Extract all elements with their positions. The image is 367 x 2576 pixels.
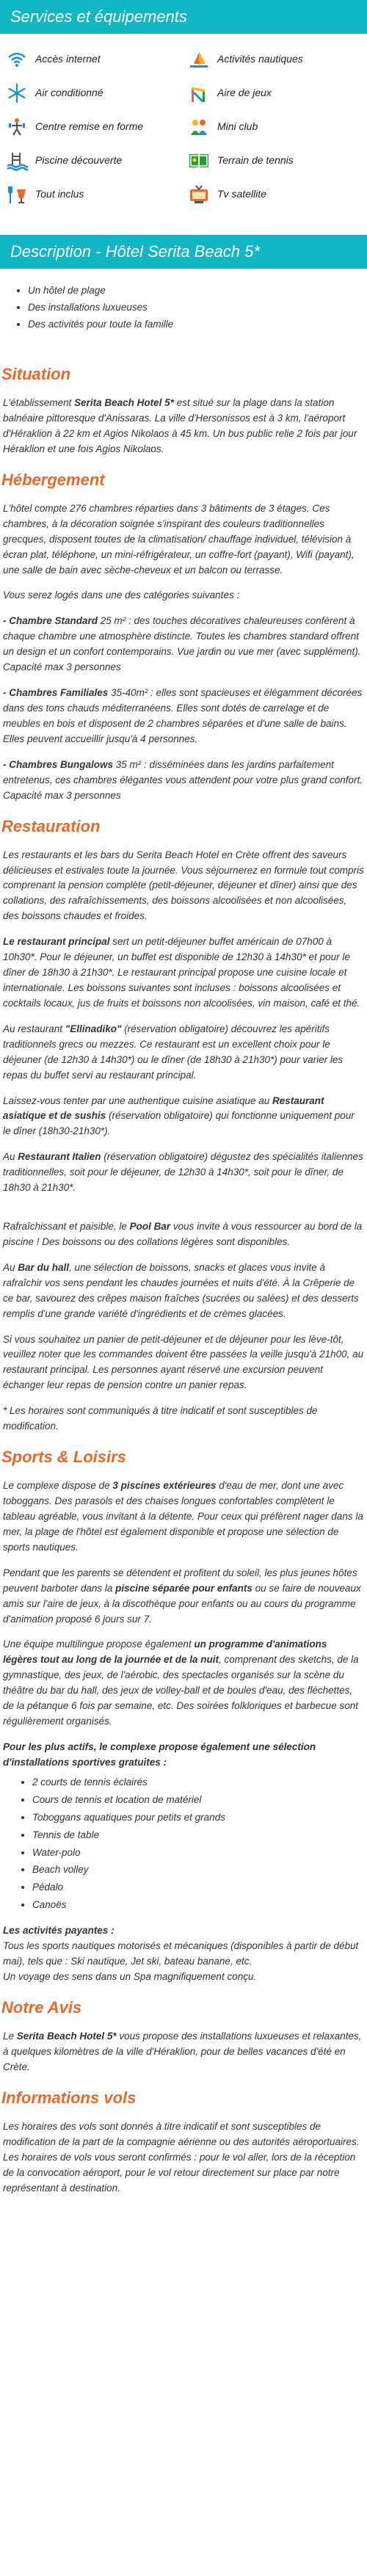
snowflake-icon — [6, 82, 28, 104]
restaurant-italien — [3, 1150, 364, 1196]
text-fragment: Au — [3, 1261, 18, 1273]
list-item: • Tennis de table — [32, 1828, 364, 1843]
text-fragment: vous propose des installations luxueuses et relaxantes, à quelques kilomètres de la ville d'Héraklion, pour de belles vacances d'été en Crète. — [3, 2031, 362, 2072]
avis-heading: Notre Avis — [1, 1998, 82, 2017]
text-fragment: Rafraîchissant et paisible, le — [3, 1221, 130, 1233]
text-fragment: Le complexe dispose de — [3, 1480, 113, 1492]
description-title: Description - Hôtel Serita Beach 5* — [10, 242, 260, 261]
equip-item-fitness — [6, 116, 179, 138]
text-fragment: ou se faire de nouveaux amis sur l'aire de jeux, à la discothèque pour enfants ou au cours du programme d'animation proposé 6 jours sur 7. — [3, 1582, 361, 1625]
text-fragment: Au restaurant — [3, 1023, 65, 1034]
equip-label: Tv satellite — [217, 188, 266, 200]
list-item: • Des installations luxueuses — [28, 300, 367, 316]
text-fragment: 35-40m² : elles sont spacieuses et élégamment décorées dans des tons chauds méditerranéens. Elles sont dotés de carrelage et de meubles en bois et disposent de 2 chambres séparées et d'une salle de bains. Elles peuvent accueillir jusqu'à 4 personnes. — [3, 687, 363, 744]
text-fragment: , une sélection de boissons, snacks et glaces vous invite à rafraîchir vos sens pendant les chaudes journées et nuits d'été. À la Crêperie de ce bar, savourez des crêpes maison fraîches (sucrées ou salées) et des desserts remplis d'une grande variété d'ingrédients et de crèmes glacées. — [3, 1261, 359, 1319]
situation-heading: Situation — [1, 364, 71, 383]
venue-name: Pool Bar — [129, 1221, 171, 1233]
list-item: • Un hôtel de plage — [28, 283, 367, 299]
sports-payantes — [3, 1923, 364, 1985]
equip-label: Accès internet — [35, 53, 101, 65]
equip-item-clim — [6, 82, 179, 104]
room-type: - Chambre Standard — [3, 615, 98, 627]
hebergement-text — [0, 501, 367, 804]
playground-icon — [188, 82, 210, 104]
sports-text — [0, 1479, 367, 1985]
list-item: • Des activités pour toute la famille — [28, 317, 367, 333]
text-fragment: Un voyage des sens dans un Spa magnifiquement conçu. — [3, 1971, 257, 1982]
sports-gratuites-list — [3, 1775, 364, 1913]
highlight: 3 piscines extérieures — [112, 1480, 217, 1492]
list-item: • Pédalo — [32, 1880, 364, 1895]
all-inclusive-icon — [6, 184, 28, 206]
equipements-grid — [0, 44, 367, 235]
text-fragment: 25 m² : des touches décoratives chaleureuses confèrent à chaque chambre une atmosphère distincte. Toutes les chambres standard offrent un design et un confort contemporains. Vue jardin ou vue mer (avec supplément). Capacité max 3 personnes — [3, 615, 361, 673]
equip-label: Mini club — [217, 120, 258, 133]
situation-paragraph — [3, 396, 364, 457]
equip-label: Activités nautiques — [217, 53, 303, 65]
restaurant-asiatique — [3, 1094, 364, 1140]
fitness-icon — [6, 116, 28, 138]
venue-name: Restaurant asiatique et de sushis — [3, 1095, 324, 1122]
bar-du-hall — [3, 1260, 364, 1322]
equip-item-piscine — [6, 150, 179, 172]
description-list — [0, 279, 367, 352]
highlight: piscine séparée pour enfants — [115, 1582, 252, 1594]
text-fragment: Les horaires de vols vous seront confirmés : pour le vol aller, lors de la réception de la convocation aéroport, pour le vol retour directement sur place par notre représentant à destination. — [3, 2151, 356, 2194]
equip-item-tennis — [188, 150, 361, 172]
equipements-title: Services et équipements — [10, 7, 187, 26]
restaurant-principal — [3, 935, 364, 1012]
list-item: • Beach volley — [32, 1862, 364, 1878]
restauration-text — [0, 848, 367, 1435]
hotel-name: Serita Beach Hotel 5* — [74, 397, 174, 409]
text-fragment: Laissez-vous tenter par une authentique cuisine asiatique au — [3, 1095, 272, 1106]
windsurf-icon — [188, 48, 210, 70]
avis-text — [0, 2029, 367, 2075]
restauration-heading: Restauration — [1, 816, 101, 835]
hebergement-paragraph: L'hôtel compte 276 chambres réparties dans 3 bâtiments de 3 étages. Ces chambres, à la décoration soignée s'inspirant des couleurs traditionnelles grecques, disposent toutes de la climatisation/ chauffage individuel, télévision à écran plat, téléphone, un mini-réfrigérateur, un coffre-fort (payant), Wifi (payant), une salle de bain avec sèche-cheveux et un balcon ou terrasse. — [3, 502, 355, 576]
hebergement-heading: Hébergement — [1, 470, 105, 489]
venue-name: "Ellinadiko" — [65, 1023, 122, 1034]
spacer — [3, 1206, 364, 1219]
equip-label: Piscine découverte — [35, 154, 123, 167]
equip-item-tv — [188, 184, 361, 206]
text-fragment: Le — [3, 2031, 17, 2042]
venue-name: Bar du hall — [18, 1261, 70, 1273]
list-item: • Canoës — [32, 1898, 364, 1913]
highlight: un programme d'animations légères tout au long de la journée et de la nuit — [3, 1639, 327, 1666]
equip-item-internet — [6, 48, 179, 70]
avis-paragraph — [3, 2029, 364, 2075]
sports-gratuites-intro — [3, 1740, 364, 1771]
equip-item-nautique — [188, 48, 361, 70]
list-item: • Toboggans aquatiques pour petits et grands — [32, 1810, 364, 1826]
highlight: Les activités payantes : — [3, 1925, 115, 1937]
list-item: • Water-polo — [32, 1846, 364, 1861]
tennis-icon — [188, 150, 210, 172]
hebergement-paragraph: Vous serez logés dans une des catégories suivantes : — [3, 589, 240, 601]
text-fragment: Au — [3, 1151, 18, 1163]
room-type: - Chambres Bungalows — [3, 758, 114, 770]
text-fragment: 35 m² : disséminées dans les jardins parfaitement entretenus, ces chambres élégantes vous attendent pour votre plus grand confort. Capacité max 3 personnes — [3, 758, 363, 801]
restauration-paragraph: Les restaurants et les bars du Serita Beach Hotel en Crète offrent des saveurs délicieuses et estivales toute la journée. Vous séjournerez en formule tout compris comprenant la pension complète (petit-déjeuner, déjeuner et dîner) ainsi que des collations, des rafraîchissements, des boissons alcoolisées et non alcoolisées, des boissons chaudes et froides. — [3, 849, 364, 922]
room-familiale — [3, 686, 364, 747]
restaurant-ellinadiko — [3, 1022, 364, 1084]
infos-paragraph — [3, 2119, 364, 2196]
pool-icon — [6, 150, 28, 172]
horaires-note: * Les horaires sont communiqués à titre indicatif et sont susceptibles de modification. — [3, 1405, 318, 1432]
venue-name: Restaurant Italien — [18, 1151, 101, 1163]
panier-repas: Si vous souhaitez un panier de petit-déjeuner et de déjeuner pour les lève-tôt, veuillez noter que les commandes doivent être passées la veille jusqu'à 21h00, au restaurant principal. Les personnes ayant réservé une excursion peuvent échanger leur repas de pension contre un panier repas. — [3, 1333, 364, 1391]
text-fragment: (réservation obligatoire) qui fonctionne uniquement pour le dîner (18h30-21h30*). — [3, 1110, 355, 1137]
wifi-icon — [6, 48, 28, 70]
highlight: Pour les plus actifs, le complexe propose également une sélection d'installations sportives gratuites : — [3, 1741, 316, 1768]
equip-label: Air conditionné — [35, 87, 103, 99]
infos-heading: Informations vols — [1, 2088, 137, 2107]
equip-item-toutinclus — [6, 184, 179, 206]
text-fragment: sert un petit-déjeuner buffet américain de 07h00 à 10h30*. Pour le déjeuner, un buffet est disponible de 12h30 à 14h30* et pour le dîner de 18h30 à 21h30*. Le restaurant principal propose une cuisine locale et internationale. Les boissons suivantes sont incluses : boissons alcoolisées et cocktails locaux, jus de fruits et boissons non alcoolisées, vin maison, café et thé. — [3, 936, 360, 1009]
hotel-name: Serita Beach Hotel 5* — [16, 2031, 117, 2042]
equip-label: Terrain de tennis — [217, 154, 294, 167]
kids-club-icon — [188, 116, 210, 138]
situation-text — [0, 396, 367, 457]
text-fragment: L'établissement — [3, 397, 75, 409]
text-fragment: (réservation obligatoire) découvrez les apéritifs traditionnels grecs ou mezzes. Ce restaurant est un excellent choix pour le déjeuner (de 12h30 à 14h30*) ou le dîner (de 18h30 à 21h30*) pour varier les repas du buffet servi au restaurant principal. — [3, 1023, 344, 1081]
sports-heading: Sports & Loisirs — [1, 1448, 126, 1467]
equip-item-miniclub — [188, 116, 361, 138]
equipements-banner — [0, 0, 367, 34]
tv-icon — [188, 184, 210, 206]
equip-label: Aire de jeux — [217, 87, 272, 99]
text-fragment: , comprenant des sketchs, de la gymnastique, des jeux, de l'aérobic, des spectacles organisés sur la scène du théâtre du bar du hall, des jeux de volley-ball et de boules d'eau, des fléchettes, de la pétanque 6 fois par semaine, etc. Des soirées folkloriques et barbecue sont régulièrement organisés. — [3, 1654, 359, 1727]
room-type: - Chambres Familiales — [3, 687, 109, 699]
text-fragment: est situé sur la plage dans la station balnéaire pittoresque d'Anissaras. La ville d'Hersonissos est à 3 km, l'aéroport d'Héraklion à 22 km et Agios Nikolaos à 45 km. Un bus public relie 2 fois par jour Héraklion et une fois Agios Nikolaos. — [3, 397, 357, 454]
text-fragment: Une équipe multilingue propose également — [3, 1639, 195, 1650]
description-banner — [0, 235, 367, 269]
equip-label: Tout inclus — [35, 188, 84, 200]
text-fragment: Tous les sports nautiques motorisés et mécaniques (disponibles à partir de début mai), tels que : Ski nautique, Jet ski, bateau banane, etc. — [3, 1940, 359, 1967]
room-standard — [3, 614, 364, 675]
text-fragment: d'eau de mer, dont une avec toboggans. Des parasols et des chaises longues confortables complètent le tableau agréable, vous invitant à la détente. Pour ceux qui préfèrent nager dans la mer, la plage de l'hôtel est également disponible et propose une sélection de sports nautiques. — [3, 1480, 363, 1553]
list-item: • 2 courts de tennis éclairés — [32, 1775, 364, 1790]
list-item: • Cours de tennis et location de matériel — [32, 1793, 364, 1808]
room-bungalow — [3, 758, 364, 804]
text-fragment: (réservation obligatoire) dégustez des spécialités italiennes traditionnelles, soit pour le déjeuner, de 12h30 à 14h30*, soit pour le dîner, de 18h30 à 21h30*. — [3, 1151, 363, 1194]
text-fragment: vous invite à vous ressourcer au bord de la piscine ! Des boissons ou des collations légères sont disponibles. — [3, 1221, 363, 1247]
sports-enfants — [3, 1566, 364, 1628]
venue-name: Le restaurant principal — [3, 936, 110, 948]
sports-animations — [3, 1637, 364, 1730]
text-fragment: Pendant que les parents se détendent et profitent du soleil, les plus jeunes hôtes peuvent barboter dans la — [3, 1567, 357, 1594]
sports-piscines — [3, 1479, 364, 1556]
equip-label: Centre remise en forme — [35, 120, 144, 133]
pool-bar — [3, 1219, 364, 1250]
infos-text — [0, 2119, 367, 2196]
text-fragment: Les horaires des vols sont donnés à titre indicatif et sont susceptibles de modification de la part de la compagnie aérienne ou des autorités aéroportuaires. — [3, 2120, 360, 2147]
equip-item-jeux — [188, 82, 361, 104]
